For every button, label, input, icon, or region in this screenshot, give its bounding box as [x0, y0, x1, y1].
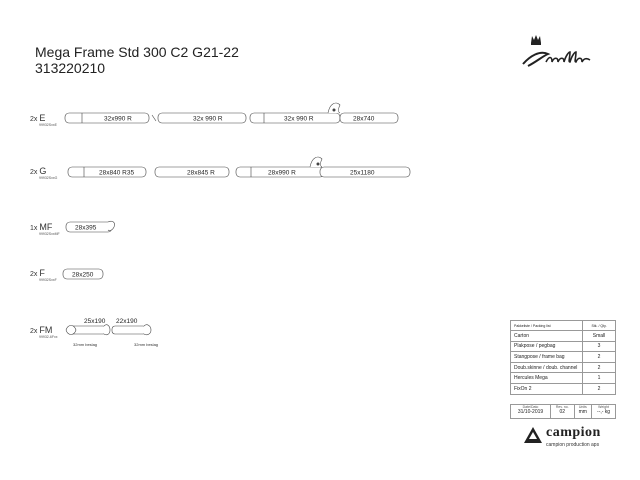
item-name: Hercules Mega	[511, 373, 583, 384]
revision-value: 02	[559, 409, 566, 415]
tube-label: 25x190	[84, 318, 106, 325]
packing-list-table	[510, 320, 616, 395]
part-code: 99932SxxG	[39, 176, 58, 180]
part-code: 99932-6Fxx	[39, 335, 58, 339]
brand-name: campion	[546, 425, 601, 440]
date-caption: Date/Dato	[522, 405, 539, 409]
date-cell	[511, 405, 551, 419]
document-info-table	[510, 404, 616, 419]
title-line-2: 313220210	[35, 60, 106, 76]
revision-cell	[551, 405, 574, 419]
title-line-1: Mega Frame Std 300 C2 G21-22	[35, 44, 239, 60]
tube-label: 32x 990 R	[284, 115, 314, 123]
item-qty: Small	[583, 331, 616, 342]
units-caption: Units	[578, 405, 587, 409]
part-letter: F	[39, 268, 45, 278]
item-qty: 3	[583, 341, 616, 352]
table-row	[511, 373, 616, 384]
part-qty: 1x	[30, 225, 38, 232]
item-name: Doub.skinne / doub. channel	[511, 362, 583, 373]
tube-label: 22x190	[116, 318, 138, 325]
item-qty: 2	[583, 362, 616, 373]
tube-label: 28x740	[353, 115, 375, 123]
weight-caption: Weight	[598, 405, 609, 409]
part-code: 99932SxxMF	[39, 232, 60, 236]
part-qty: 2x	[30, 116, 38, 123]
table-row	[511, 383, 616, 394]
item-name: Plakpose / pegbag	[511, 341, 583, 352]
packing-list-heading: Pakkeliste / Packing list	[511, 321, 583, 331]
tube-label: 28x990 R	[268, 169, 296, 177]
fitting-note: 32mm beslag	[73, 342, 98, 347]
tube-label: 32x 990 R	[193, 115, 223, 123]
table-row	[511, 362, 616, 373]
part-qty: 2x	[30, 169, 38, 176]
packing-list-header	[511, 321, 616, 331]
packing-qty-heading: Stk. / Qty.	[583, 321, 616, 331]
weight-value: --,- kg	[597, 409, 611, 415]
tube-label: 28x250	[72, 271, 94, 279]
tube-label: 28x840 R35	[99, 169, 135, 177]
item-name: FixOn 2	[511, 383, 583, 394]
tube-label: 32x990 R	[104, 115, 132, 123]
item-qty: 2	[583, 383, 616, 394]
item-qty: 1	[583, 373, 616, 384]
part-letter: G	[39, 166, 47, 176]
units-value: mm	[578, 409, 587, 415]
table-row	[511, 341, 616, 352]
item-name: Stangpose / frame bag	[511, 352, 583, 363]
campion-logo	[524, 425, 624, 455]
fitting-note: 32mm beslag	[134, 342, 159, 347]
mountain-icon	[524, 427, 542, 443]
brand-subtitle: campion production aps	[546, 442, 600, 448]
tube-fm-1	[66, 325, 110, 335]
part-qty: 2x	[30, 271, 38, 278]
item-qty: 2	[583, 352, 616, 363]
tube-label: 25x1180	[350, 169, 375, 177]
units-cell	[574, 405, 592, 419]
part-code: 99932SxxF	[39, 278, 57, 282]
tube-fm-2	[112, 325, 151, 335]
date-value: 31/10-2019	[517, 409, 544, 415]
part-qty: 2x	[30, 328, 38, 335]
table-row	[511, 331, 616, 342]
tube-label: 28x395	[75, 224, 97, 232]
part-letter: E	[39, 113, 46, 123]
tube-label: 28x845 R	[187, 169, 215, 177]
revision-caption: Rev. no.	[555, 405, 569, 409]
table-row	[511, 352, 616, 363]
part-letter: FM	[39, 325, 53, 335]
part-code: 99932SxxE	[39, 123, 57, 127]
weight-cell	[592, 405, 616, 419]
item-name: Carton	[511, 331, 583, 342]
part-letter: MF	[39, 222, 53, 232]
